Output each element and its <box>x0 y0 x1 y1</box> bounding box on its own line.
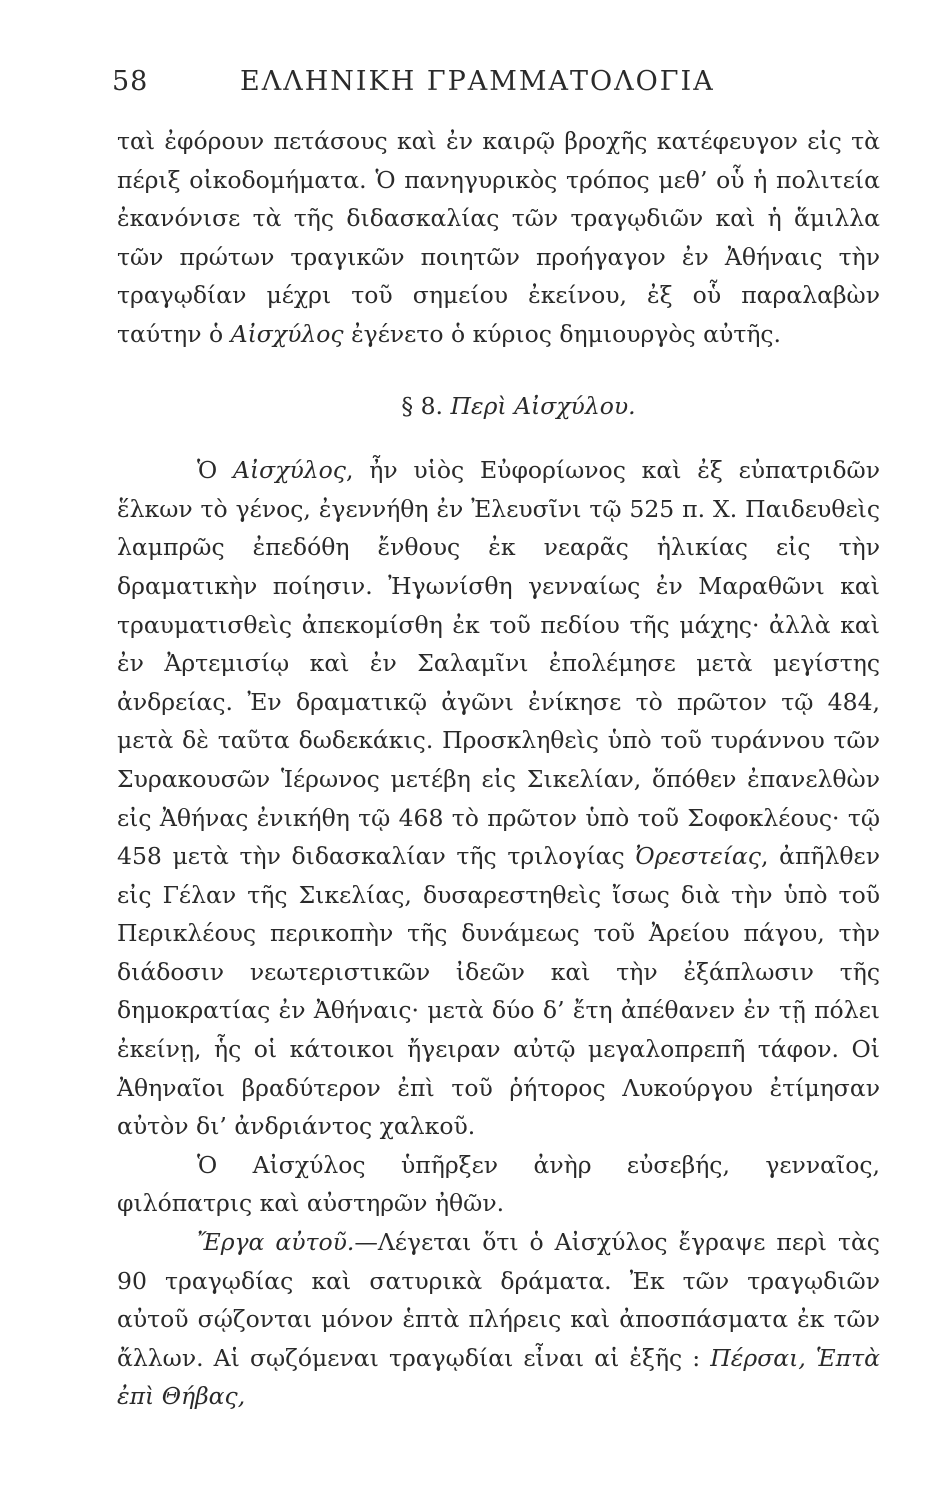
intro-paragraph <box>117 122 880 354</box>
page-header <box>112 66 892 106</box>
intro-text-2: ἐγένετο ὁ κύριος δημιουργὸς αὐτῆς. <box>343 319 782 348</box>
bio-text-3: , ἀπῆλθεν εἰς Γέλαν τῆς Σικελίας, δυσαρεστηθεὶς ἴσως διὰ τὴν ὑπὸ τοῦ Περικλέους περικοπὴν τῆς δυνάμεως τοῦ Ἀρείου πάγου, τὴν διάδοσιν νεωτεριστικῶν ἰδεῶν καὶ τὴν ἐξάπλωσιν τῆς δημοκρατίας ἐν Ἀθήναις· μετὰ δύο δ’ ἔτη ἀπέθανεν ἐν τῇ πόλει ἐκείνῃ, ἧς οἱ κάτοικοι ἤγειραν αὐτῷ μεγαλοπρεπῆ τάφον. Οἱ Ἀθηναῖοι βραδύτερον ἐπὶ τοῦ ῥήτορος Λυκούργου ἐτίμησαν αὐτὸν δι’ ἀνδριάντος χαλκοῦ. <box>117 842 880 1141</box>
bio-text-2: , ἦν υἱὸς Εὐφορίωνος καὶ ἐξ εὐπατριδῶν ἕλκων τὸ γένος, ἐγεννήθη ἐν Ἐλευσῖνι τῷ 525 π. Χ. Παιδευθεὶς λαμπρῶς ἐπεδόθη ἔνθους ἐκ νεαρᾶς ἡλικίας εἰς τὴν δραματικὴν ποίησιν. Ἠγωνίσθη γενναίως ἐν Μαραθῶνι καὶ τραυματισθεὶς ἀπεκομίσθη ἐκ τοῦ πεδίου τῆς μάχης· ἀλλὰ καὶ ἐν Ἀρτεμισίῳ καὶ ἐν Σαλαμῖνι ἐπολέμησε μετὰ μεγίστης ἀνδρείας. Ἐν δραματικῷ ἀγῶνι ἐνίκησε τὸ πρῶτον τῷ 484, μετὰ δὲ ταῦτα δωδεκάκις. Προσκληθεὶς ὑπὸ τοῦ τυράννου τῶν Συρακουσῶν Ἱέρωνος μετέβη εἰς Σικελίαν, ὅπόθεν ἐπανελθὼν εἰς Ἀθήνας ἐνικήθη τῷ 468 τὸ πρῶτον ὑπὸ τοῦ Σοφοκλέους· τῷ 458 μετὰ τὴν διδασκαλίαν τῆς τριλογίας <box>117 456 880 871</box>
character-paragraph <box>117 1146 880 1223</box>
bio-paragraph <box>117 451 880 1146</box>
works-paragraph <box>117 1223 880 1416</box>
intro-text-1: ταὶ ἐφόρουν πετάσους καὶ ἐν καιρῷ βροχῆς κατέφευγον εἰς τὰ πέριξ οἰκοδομήματα. Ὁ πανηγυρικὸς τρόπος μεθ’ οὗ ἡ πολιτεία ἐκανόνισε τὰ τῆς διδασκαλίας τῶν τραγῳδιῶν καὶ ἡ ἅμιλλα τῶν πρώτων τραγικῶν ποιητῶν προήγαγον ἐν Ἀθήναις τὴν τραγῳδίαν μέχρι τοῦ σημείου ἐκείνου, ἐξ οὗ παραλαβὼν ταύτην ὁ <box>117 127 880 348</box>
page-number: 58 <box>112 66 149 97</box>
bio-text-1: Ὁ <box>197 456 233 485</box>
section-title: Περὶ Αἰσχύλου. <box>450 391 636 420</box>
section-heading <box>117 387 880 426</box>
bio-trilogy-italic: Ὀρεστείας <box>635 842 761 871</box>
running-title: ΕΛΛΗΝΙΚΗ ΓΡΑΜΜΑΤΟΛΟΓΙΑ <box>240 66 715 97</box>
intro-name-italic: Αἰσχύλος <box>230 319 344 348</box>
works-text-1: —Λέγεται ὅτι ὁ Αἰσχύλος ἔγραψε περὶ τὰς 90 τραγῳδίας καὶ σατυρικὰ δράματα. Ἐκ τῶν τραγῳδιῶν αὐτοῦ σῴζονται μόνον ἑπτὰ πλήρεις καὶ ἀποσπάσματα ἐκ τῶν ἄλλων. Αἱ σῳζόμεναι τραγῳδίαι εἶναι αἱ ἑξῆς : <box>117 1228 880 1372</box>
bio-name-italic: Αἰσχύλος <box>233 456 346 485</box>
works-heading: Ἔργα αὐτοῦ. <box>197 1228 355 1257</box>
character-text: Ὁ Αἰσχύλος ὑπῆρξεν ἀνὴρ εὐσεβής, γενναῖος, φιλόπατρις καὶ αὐστηρῶν ἠθῶν. <box>117 1150 880 1218</box>
page-body <box>117 122 880 1416</box>
section-number: § 8. <box>401 391 443 420</box>
works-titles-italic: Πέρσαι, Ἑπτὰ ἐπὶ Θήβας, <box>117 1343 880 1411</box>
